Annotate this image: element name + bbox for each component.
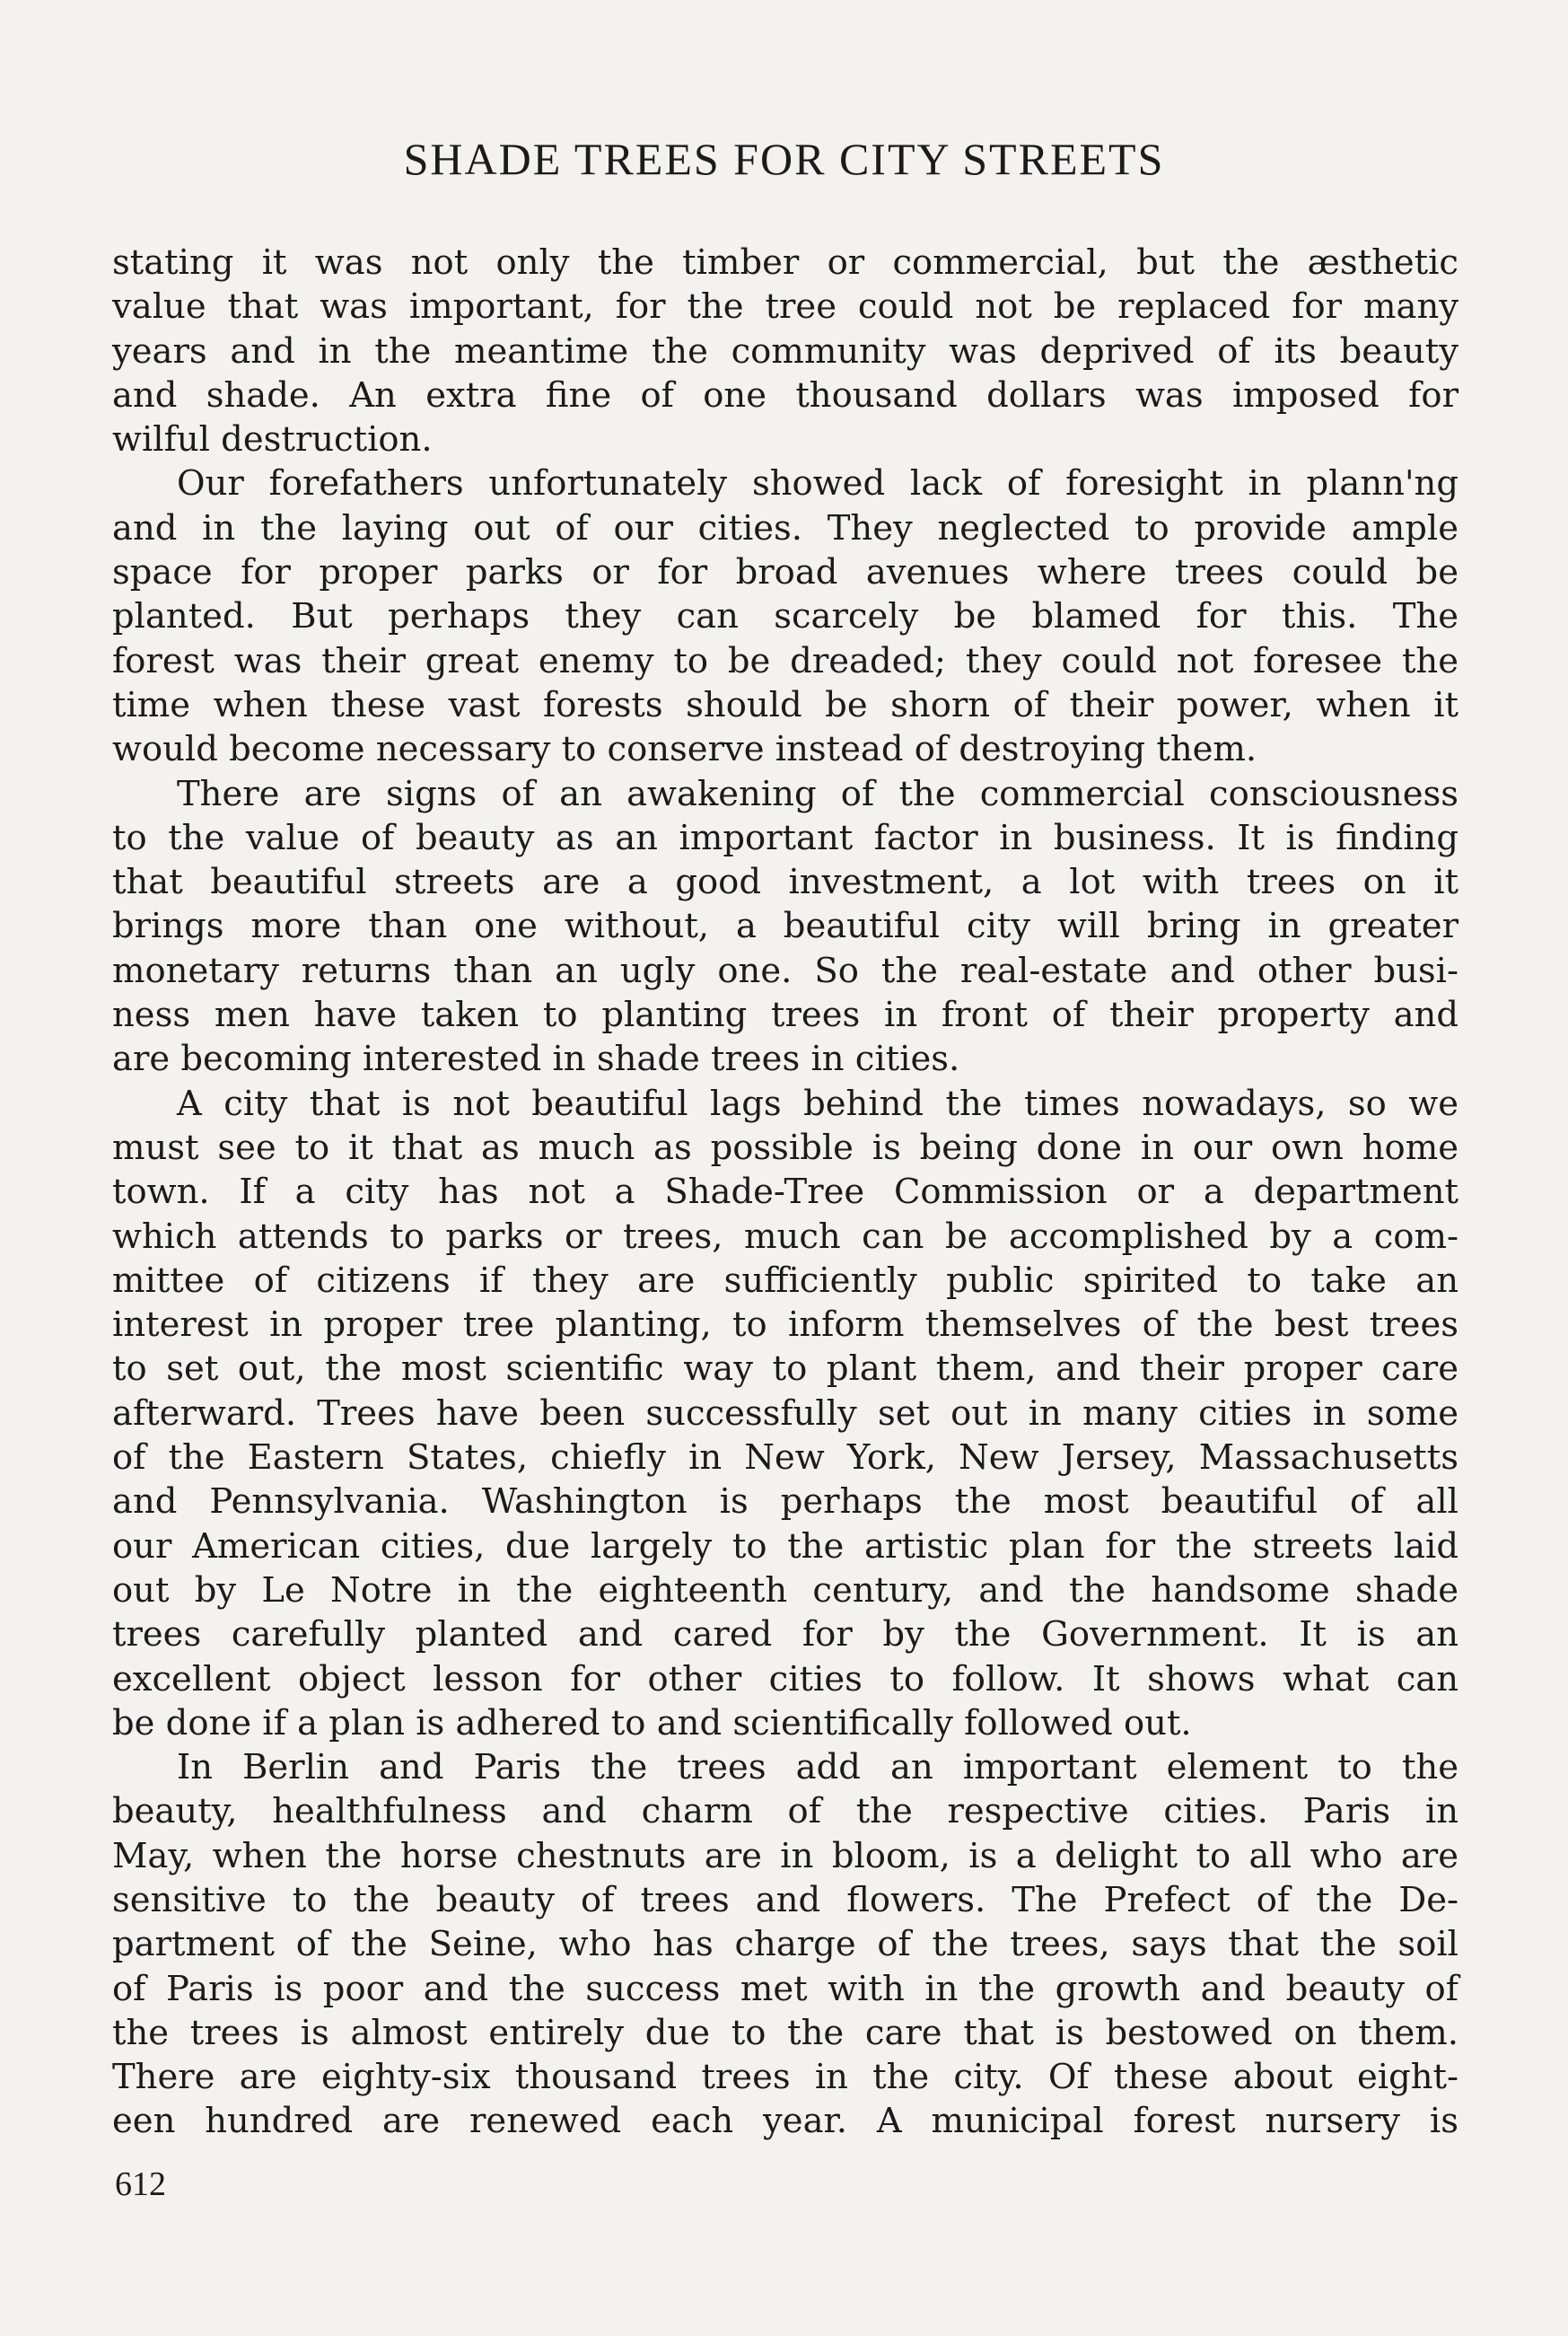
paragraph-4 <box>112 1082 1459 1745</box>
text-line: and in the laying out of our cities. They neglected to provide ample <box>112 507 1459 549</box>
text-line: that beautiful streets are a good investment, a lot with trees on it <box>112 862 1459 903</box>
text-line: to set out, the most scientific way to plant them, and their proper care <box>112 1348 1459 1390</box>
body-text <box>112 241 1459 2144</box>
text-line: town. If a city has not a Shade-Tree Commission or a department <box>112 1172 1459 1213</box>
text-line: forest was their great enemy to be dreaded; they could not foresee the <box>112 640 1459 681</box>
text-line: monetary returns than an ugly one. So the real-estate and other busi- <box>112 950 1459 991</box>
text-line: afterward. Trees have been successfully set out in many cities in some <box>112 1392 1459 1434</box>
text-line: value that was important, for the tree could not be replaced for many <box>112 286 1459 328</box>
text-line: ness men have taken to planting trees in front of their property and <box>112 995 1459 1036</box>
page-number: 612 <box>115 2165 166 2203</box>
text-line: planted. But perhaps they can scarcely be blamed for this. The <box>112 596 1459 637</box>
text-line: May, when the horse chestnuts are in bloom, is a delight to all who are <box>112 1835 1459 1876</box>
text-line: years and in the meantime the community was deprived of its beauty <box>112 330 1459 372</box>
text-line: wilful destruction. <box>112 419 433 461</box>
text-line: interest in proper tree planting, to inform themselves of the best trees <box>112 1304 1459 1346</box>
text-line: beauty, healthfulness and charm of the respective cities. Paris in <box>112 1791 1459 1832</box>
text-line: een hundred are renewed each year. A municipal forest nursery is <box>112 2101 1459 2142</box>
text-line: must see to it that as much as possible is being done in our own home <box>112 1127 1459 1168</box>
text-line: the trees is almost entirely due to the care that is bestowed on them. <box>112 2012 1459 2053</box>
text-line: Our forefathers unfortunately showed lack of foresight in plann'ng <box>177 463 1459 505</box>
text-line: There are signs of an awakening of the commercial consciousness <box>177 773 1459 814</box>
text-line: of the Eastern States, chiefly in New York, New Jersey, Massachusetts <box>112 1437 1459 1479</box>
text-line: our American cities, due largely to the artistic plan for the streets laid <box>112 1525 1459 1567</box>
text-line: be done if a plan is adhered to and scientifically followed out. <box>112 1702 1192 1743</box>
text-line: partment of the Seine, who has charge of the trees, says that the soil <box>112 1924 1459 1965</box>
text-line: are becoming interested in shade trees in cities. <box>112 1039 960 1080</box>
text-line: stating it was not only the timber or commercial, but the æsthetic <box>112 242 1459 283</box>
paragraph-1 <box>112 241 1459 461</box>
text-line: In Berlin and Paris the trees add an important element to the <box>177 1747 1459 1788</box>
text-line: to the value of beauty as an important factor in business. It is finding <box>112 817 1459 858</box>
paragraph-2 <box>112 461 1459 771</box>
text-line: brings more than one without, a beautiful city will bring in greater <box>112 906 1459 947</box>
text-line: trees carefully planted and cared for by the Government. It is an <box>112 1614 1459 1655</box>
text-line: space for proper parks or for broad avenues where trees could be <box>112 552 1459 593</box>
text-line: sensitive to the beauty of trees and flowers. The Prefect of the De- <box>112 1879 1459 1920</box>
text-line: which attends to parks or trees, much can be accomplished by a com- <box>112 1216 1459 1257</box>
text-line: A city that is not beautiful lags behind the times nowadays, so we <box>177 1083 1459 1124</box>
text-line: mittee of citizens if they are sufficiently public spirited to take an <box>112 1260 1459 1301</box>
text-line: and Pennsylvania. Washington is perhaps the most beautiful of all <box>112 1481 1459 1523</box>
text-line: excellent object lesson for other cities to follow. It shows what can <box>112 1658 1459 1699</box>
text-line: There are eighty-six thousand trees in the city. Of these about eight- <box>112 2057 1459 2098</box>
text-line: of Paris is poor and the success met with in the growth and beauty of <box>112 1968 1459 2009</box>
text-line: would become necessary to conserve instead of destroying them. <box>112 729 1257 770</box>
text-line: time when these vast forests should be shorn of their power, when it <box>112 684 1459 725</box>
paragraph-3 <box>112 772 1459 1082</box>
paragraph-5 <box>112 1745 1459 2144</box>
text-line: out by Le Notre in the eighteenth century, and the handsome shade <box>112 1569 1459 1611</box>
text-line: and shade. An extra fine of one thousand dollars was imposed for <box>112 374 1459 416</box>
running-head-title: SHADE TREES FOR CITY STREETS <box>403 134 1165 184</box>
